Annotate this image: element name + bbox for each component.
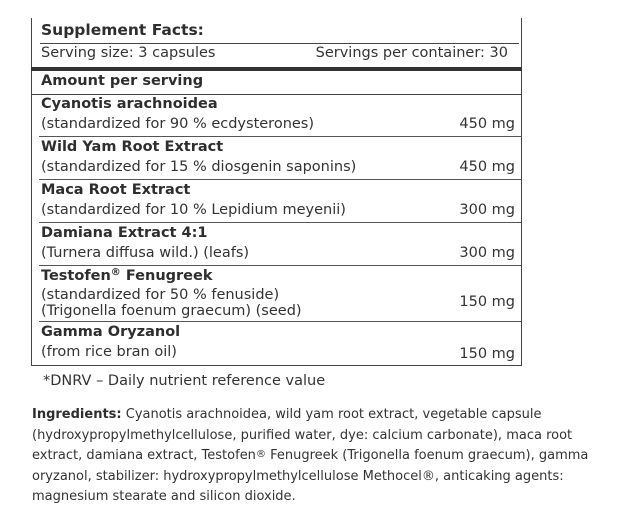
nutrient-description: (Trigonella foenum graecum) (seed)	[41, 303, 302, 319]
amount-per-serving-header: Amount per serving	[41, 73, 204, 89]
ingredients-text-continued: Fenugreek (Trigonella foenum graecum), gamma oryzanol, stabilizer: hydroxypropylmethylcellulose Methocel®, anticaking agents: magnesium stearate and silicon dioxide.	[32, 448, 589, 504]
row-divider	[39, 179, 522, 180]
dnrv-footnote: *DNRV – Daily nutrient reference value	[43, 373, 326, 389]
nutrient-row	[31, 323, 522, 366]
ingredients-label: Ingredients:	[32, 407, 122, 422]
nutrient-row	[31, 224, 522, 267]
servings-per-container: Servings per container: 30	[315, 45, 508, 61]
title-divider	[40, 43, 519, 44]
thick-divider	[31, 67, 522, 71]
nutrient-description: (from rice bran oil)	[41, 344, 177, 360]
nutrient-description: (standardized for 90 % ecdysterones)	[41, 116, 315, 132]
registered-mark: ®	[255, 449, 266, 460]
facts-title: Supplement Facts:	[41, 21, 204, 39]
nutrient-name: Damiana Extract 4:1	[41, 225, 208, 241]
nutrient-name: Cyanotis arachnoidea	[41, 96, 218, 112]
registered-mark: ®	[110, 267, 121, 278]
nutrient-amount: 450 mg	[459, 116, 515, 132]
panel-bottom-border	[31, 365, 522, 366]
nutrient-description: (Turnera diffusa wild.) (leafs)	[41, 245, 250, 261]
row-divider	[39, 321, 522, 322]
nutrient-name: Maca Root Extract	[41, 182, 191, 198]
nutrient-description: (standardized for 15 % diosgenin saponins)	[41, 159, 357, 175]
nutrient-description: (standardized for 50 % fenuside)	[41, 287, 280, 303]
nutrient-row	[31, 267, 522, 323]
supplement-facts-panel	[31, 18, 522, 366]
nutrient-amount: 150 mg	[459, 346, 515, 362]
nutrient-row	[31, 181, 522, 224]
nutrient-description: (standardized for 10 % Lepidium meyenii)	[41, 202, 346, 218]
nutrient-row	[31, 138, 522, 181]
row-divider	[39, 136, 522, 137]
row-divider	[39, 222, 522, 223]
row-divider	[39, 265, 522, 266]
ingredients-text: Cyanotis arachnoidea, wild yam root extract, vegetable capsule (hydroxypropylmethylcellulose, purified water, dye: calcium carbonate), maca root extract, damiana extract, Testofen	[32, 407, 573, 463]
serving-size: Serving size: 3 capsules	[41, 45, 216, 61]
nutrient-row	[31, 95, 522, 138]
nutrient-name: Testofen® Fenugreek	[41, 267, 213, 284]
nutrient-name: Wild Yam Root Extract	[41, 139, 224, 155]
nutrient-amount: 450 mg	[459, 159, 515, 175]
ingredients-paragraph	[32, 405, 607, 508]
nutrient-amount: 300 mg	[459, 202, 515, 218]
nutrient-name: Gamma Oryzanol	[41, 324, 181, 340]
nutrient-amount: 150 mg	[459, 294, 515, 310]
nutrient-amount: 300 mg	[459, 245, 515, 261]
